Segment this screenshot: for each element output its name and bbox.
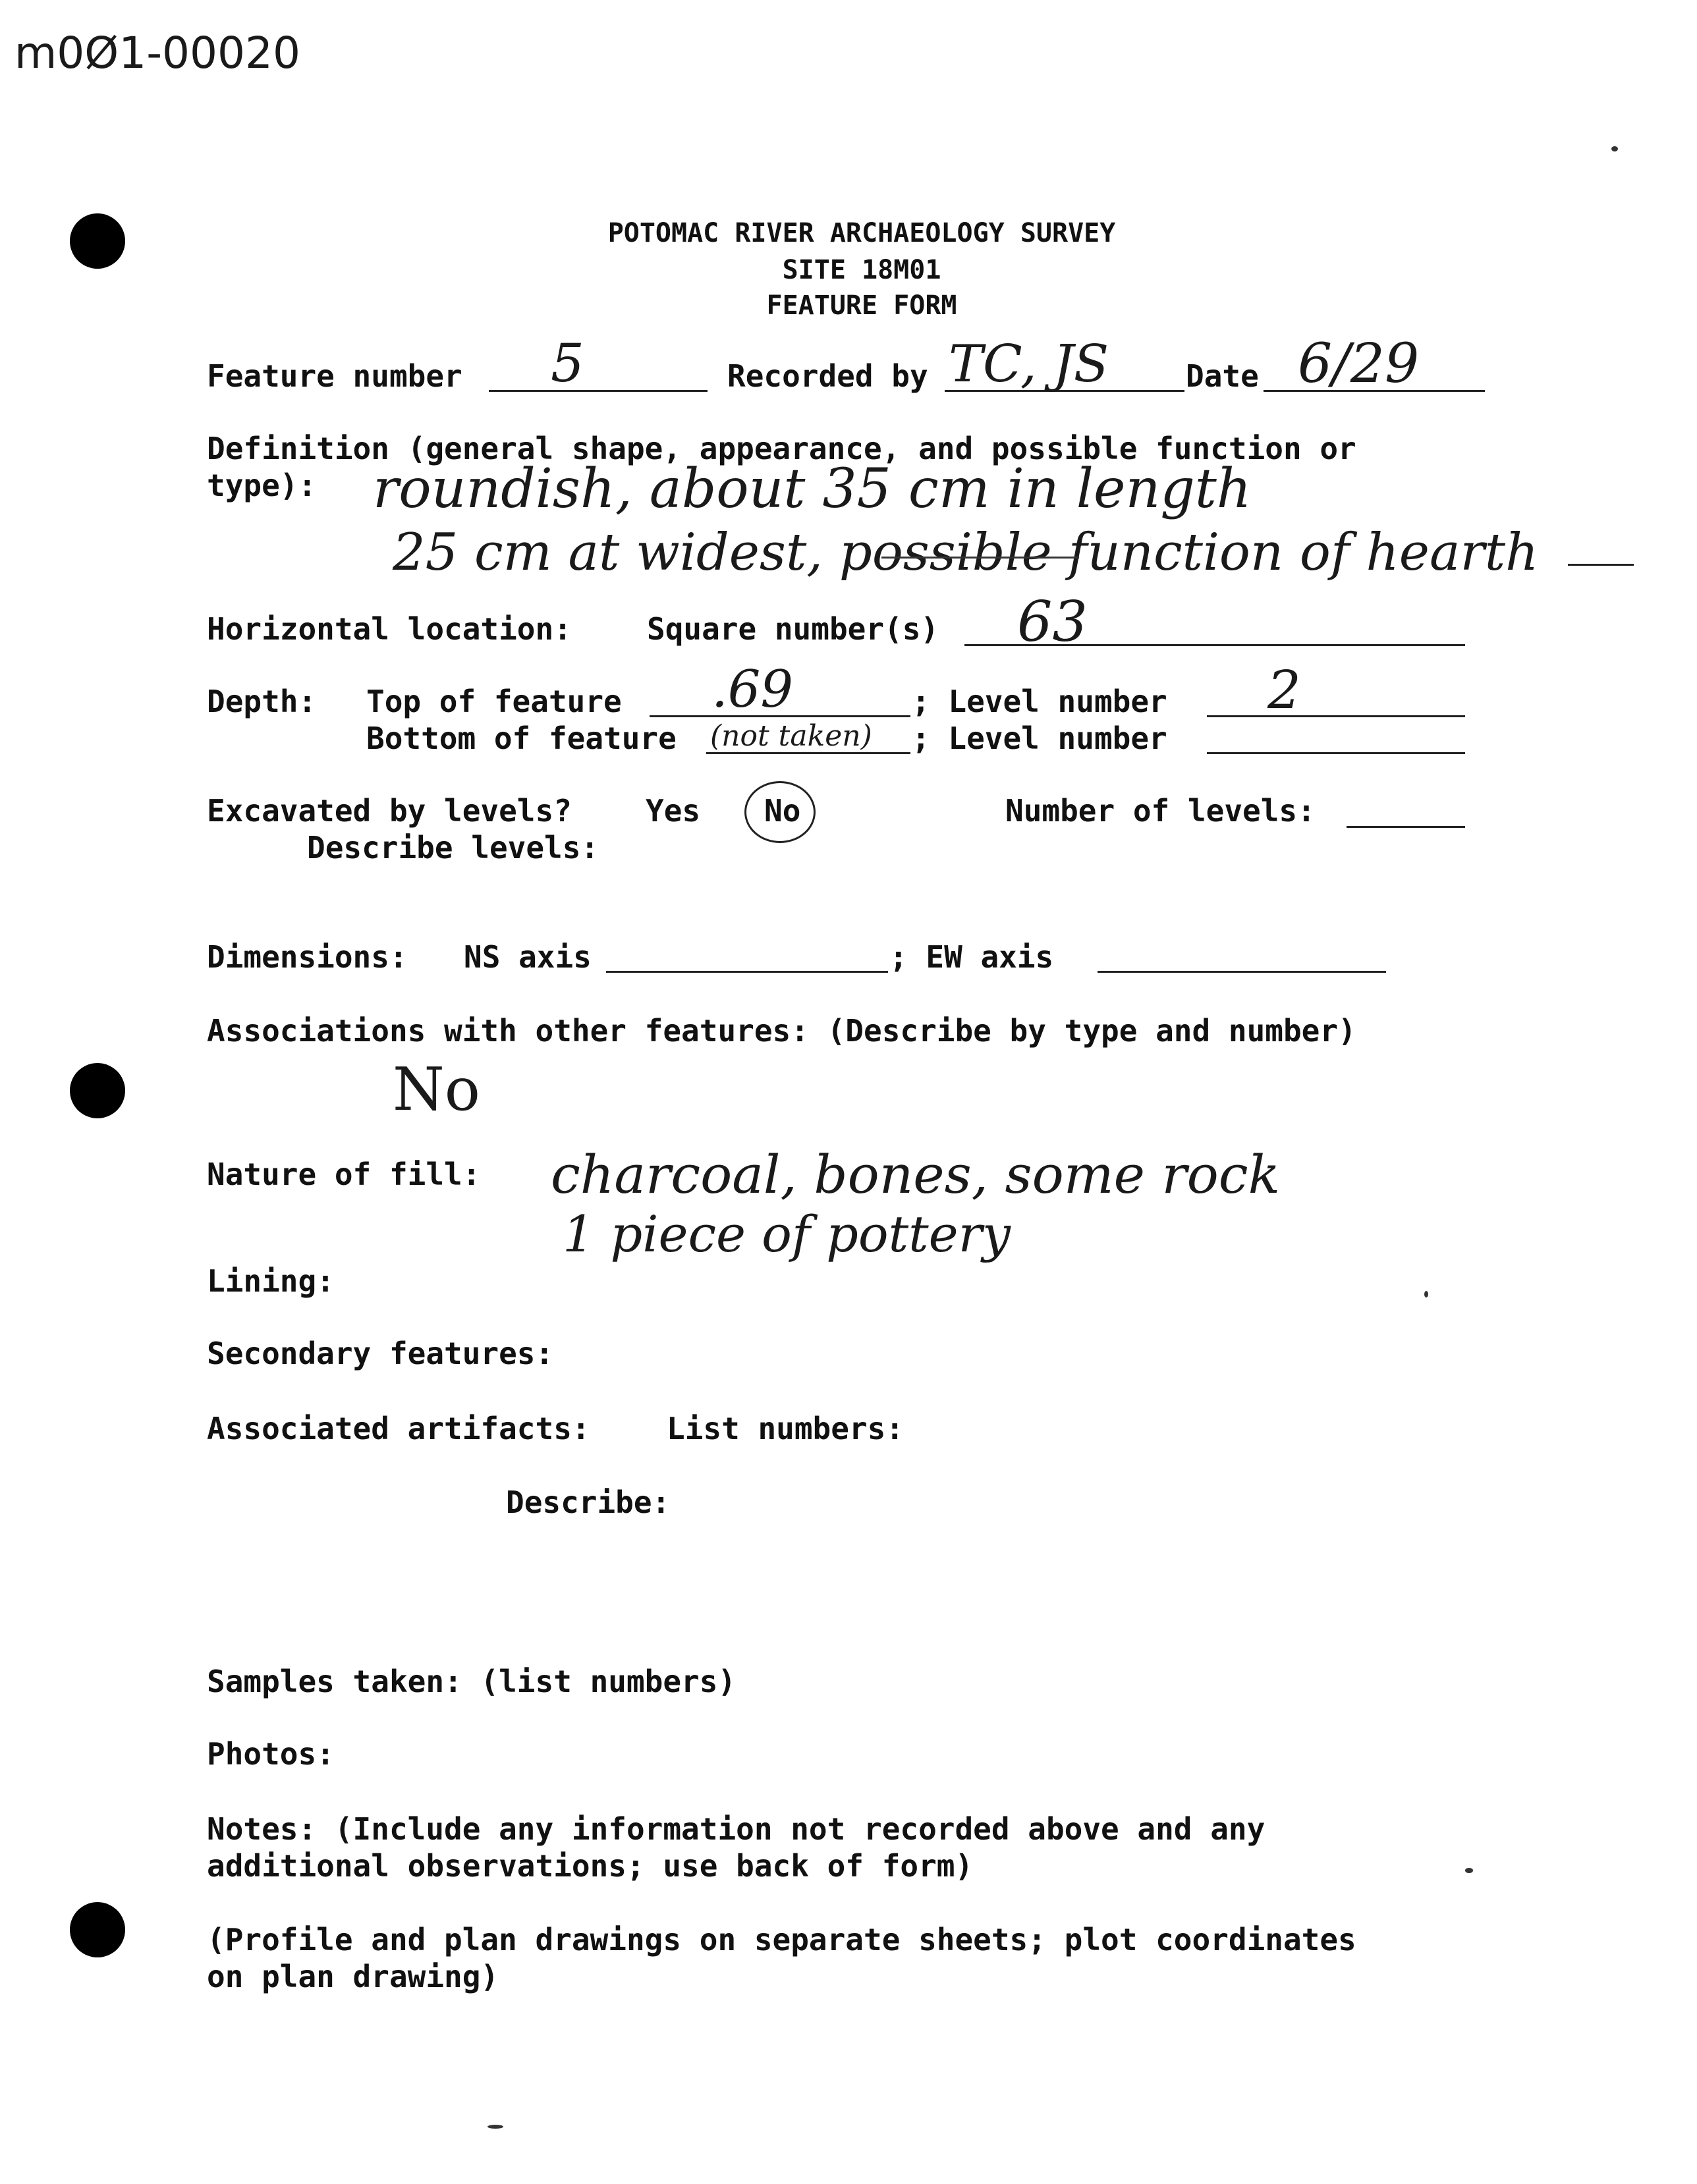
- photos-label: Photos:: [207, 1736, 335, 1772]
- ns-axis-label: NS axis: [464, 939, 592, 975]
- samples-taken-label: Samples taken: (list numbers): [207, 1664, 737, 1699]
- square-number-value: 63: [1017, 589, 1088, 654]
- scan-speck: [1424, 1291, 1428, 1297]
- survey-title: POTOMAC RIVER ARCHAEOLOGY SURVEY: [607, 218, 1116, 248]
- associations-value: No: [393, 1055, 480, 1124]
- definition-value-line1: roundish, about 35 cm in length: [373, 458, 1252, 520]
- profile-note-line2: on plan drawing): [207, 1959, 499, 1994]
- number-of-levels-label: Number of levels:: [1005, 793, 1316, 829]
- bottom-level-number-label: ; Level number: [912, 721, 1167, 756]
- bottom-of-feature-value: (not taken): [710, 719, 872, 753]
- top-level-number-line: [1207, 715, 1465, 717]
- scan-speck: [487, 2125, 503, 2129]
- recorded-by-label: Recorded by: [727, 358, 928, 394]
- nature-of-fill-label: Nature of fill:: [207, 1157, 481, 1192]
- bottom-level-number-line: [1207, 752, 1465, 754]
- form-title: FEATURE FORM: [766, 290, 957, 321]
- horizontal-location-label: Horizontal location:: [207, 611, 572, 647]
- top-level-number-label: ; Level number: [912, 684, 1167, 719]
- top-of-feature-label: Top of feature: [366, 684, 622, 719]
- recorded-by-value: TC, JS: [949, 335, 1109, 394]
- binder-hole-bottom: [70, 1902, 125, 1957]
- list-numbers-label: List numbers:: [667, 1411, 904, 1446]
- nature-of-fill-value-line2: 1 piece of pottery: [563, 1205, 1011, 1263]
- binder-hole-middle: [70, 1063, 125, 1118]
- definition-label-line1: Definition (general shape, appearance, and possible function or: [207, 431, 1356, 466]
- top-of-feature-value: .69: [711, 660, 794, 719]
- notes-label-line2: additional observations; use back of form): [207, 1848, 974, 1884]
- depth-label: Depth:: [207, 684, 317, 719]
- lining-label: Lining:: [207, 1263, 335, 1299]
- definition-label-line2: type):: [207, 468, 317, 503]
- excavated-by-levels-label: Excavated by levels?: [207, 793, 572, 829]
- dimensions-label: Dimensions:: [207, 939, 408, 975]
- notes-label-line1: Notes: (Include any information not recorded above and any: [207, 1811, 1266, 1847]
- scan-speck: [1465, 1868, 1473, 1873]
- bottom-of-feature-label: Bottom of feature: [366, 721, 677, 756]
- describe-label: Describe:: [506, 1485, 671, 1520]
- definition-underline-stroke: [1568, 564, 1634, 566]
- ns-axis-line: [606, 971, 888, 973]
- date-label: Date: [1186, 358, 1259, 394]
- date-value: 6/29: [1298, 333, 1420, 395]
- feature-number-label: Feature number: [207, 358, 462, 394]
- site-title: SITE 18M01: [782, 255, 941, 285]
- nature-of-fill-value-line1: charcoal, bones, some rock: [551, 1144, 1281, 1205]
- secondary-features-label: Secondary features:: [207, 1336, 554, 1371]
- feature-number-value: 5: [551, 333, 584, 394]
- definition-value-line2: 25 cm at widest, possible function of hearth: [393, 523, 1539, 582]
- number-of-levels-line: [1347, 826, 1465, 828]
- excavated-no-option: No: [764, 793, 801, 829]
- ew-axis-line: [1098, 971, 1386, 973]
- describe-levels-label: Describe levels:: [307, 830, 599, 865]
- ew-axis-label: ; EW axis: [889, 939, 1054, 975]
- scan-speck: [1611, 146, 1618, 151]
- no-selection-circle: [744, 781, 816, 843]
- associations-label: Associations with other features: (Describe by type and number): [207, 1013, 1356, 1049]
- excavated-yes-option: Yes: [646, 793, 701, 829]
- top-level-number-value: 2: [1267, 659, 1301, 721]
- definition-strikethrough: [881, 557, 1079, 559]
- feature-number-line: [489, 390, 708, 392]
- profile-note-line1: (Profile and plan drawings on separate sheets; plot coordinates: [207, 1922, 1356, 1957]
- square-number-label: Square number(s): [647, 611, 939, 647]
- document-id: m0Ø1-00020: [14, 28, 300, 78]
- associated-artifacts-label: Associated artifacts:: [207, 1411, 590, 1446]
